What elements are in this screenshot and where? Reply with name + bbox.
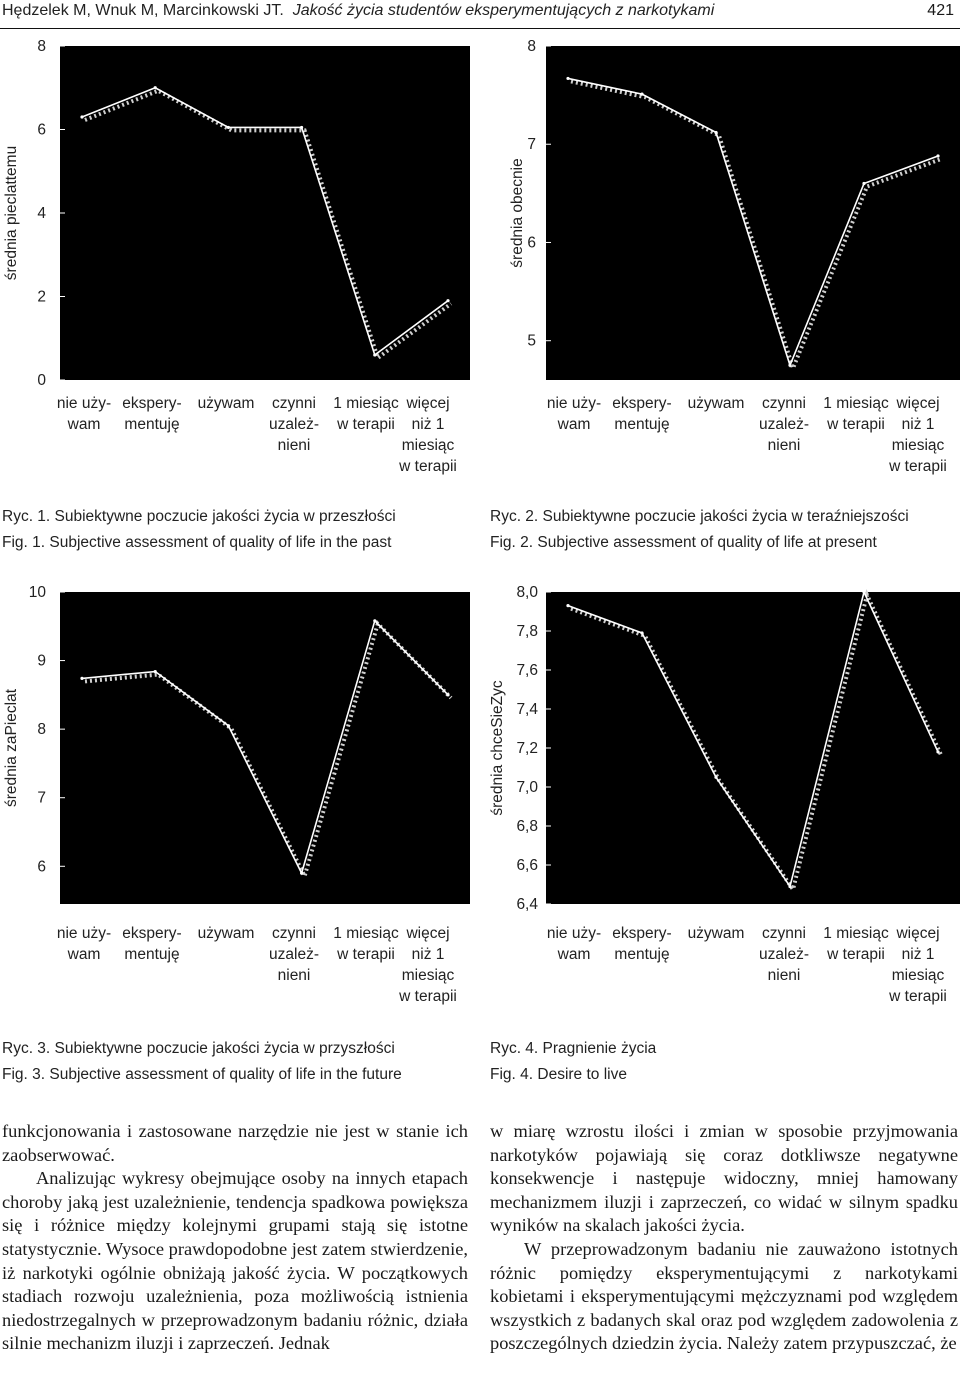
x-tick-label xyxy=(333,925,399,963)
figure-4-caption xyxy=(490,1036,656,1088)
x-tick-label-line: wam xyxy=(557,416,591,433)
figure-3-chart xyxy=(0,580,470,1030)
y-tick-label: 7,0 xyxy=(516,779,538,796)
x-tick-label-line: używam xyxy=(687,925,745,942)
y-tick-label: 6,6 xyxy=(516,857,538,874)
figure-3-caption-en: Fig. 3. Subjective assessment of quality of life in the future xyxy=(2,1066,402,1083)
figure-3-caption xyxy=(2,1036,402,1088)
data-point xyxy=(566,604,569,607)
data-point xyxy=(936,154,939,157)
figure-3-caption-pl: Ryc. 3. Subiektywne poczucie jakości życia w przyszłości xyxy=(2,1040,395,1057)
figure-1-caption xyxy=(2,504,396,556)
running-header xyxy=(0,0,960,30)
y-axis-label: średnia obecnie xyxy=(509,158,526,268)
x-tick-label xyxy=(759,925,809,984)
x-tick-label-line: czynni xyxy=(272,925,316,942)
x-tick-label-line: niż 1 xyxy=(411,416,445,433)
data-point xyxy=(714,131,717,134)
x-tick-label xyxy=(122,395,181,433)
y-tick-label: 8 xyxy=(37,721,46,739)
x-tick-label-line: w terapii xyxy=(889,988,947,1005)
x-tick-label-line: czynni xyxy=(762,925,806,942)
x-tick-label-line: miesiąc xyxy=(401,437,455,454)
data-point xyxy=(300,872,303,875)
x-tick-label-line: wam xyxy=(557,946,591,963)
x-tick-label-line: uzależ- xyxy=(759,416,809,433)
x-tick-label-line: niż 1 xyxy=(901,416,935,433)
x-tick-label-line: ekspery- xyxy=(122,395,182,412)
data-point xyxy=(227,724,230,727)
x-tick-label-line: więcej xyxy=(896,395,940,412)
x-tick-label-line: nieni xyxy=(277,967,311,984)
x-tick-label-line: w terapii xyxy=(337,416,395,433)
y-tick-label: 7,2 xyxy=(516,740,538,757)
x-tick-label-line: w terapii xyxy=(889,458,947,475)
y-tick-label: 6 xyxy=(527,234,536,252)
x-tick-label-line: nie uży- xyxy=(56,395,112,412)
x-tick-label xyxy=(57,395,111,433)
x-tick-label-line: 1 miesiąc xyxy=(333,925,399,942)
header-authors: Hędzelek M, Wnuk M, Marcinkowski JT. xyxy=(2,2,284,19)
x-tick-label-line: miesiąc xyxy=(891,437,945,454)
x-tick-label xyxy=(269,925,319,984)
body-right-paragraph-2: W przeprowadzonym badaniu nie zauważono istotnych różnic pomiędzy eksperymentującymi z narkotykami kobietami i eksperymentującymi mężczyznami pod względem wszystkich z badanych skal oraz pod względem zadowolenia z poszczególnych dziedzin życia. Należy zatem przypuszczać, że xyxy=(490,1238,958,1354)
figure-1-caption-en: Fig. 1. Subjective assessment of quality of life in the past xyxy=(2,534,392,551)
header-rule xyxy=(0,28,960,29)
figure-2-caption xyxy=(490,504,909,556)
x-tick-label-line: ekspery- xyxy=(122,925,182,942)
x-tick-label-line: w terapii xyxy=(827,416,885,433)
x-tick-label xyxy=(547,395,601,433)
x-tick-label-line: w terapii xyxy=(827,946,885,963)
figure-1-caption-pl: Ryc. 1. Subiektywne poczucie jakości życia w przeszłości xyxy=(2,508,396,525)
x-tick-label xyxy=(57,925,111,963)
x-tick-label-line: w terapii xyxy=(337,946,395,963)
body-left-paragraph-2: Analizując wykresy obejmujące osoby na innych etapach choroby jaką jest uzależnienie, tendencja spadkowa powiększa się i różnice między kolejnymi grupami stają się istotne statystycznie. Wysoce prawdopodobne jest zatem stwierdzenie, iż narkotyki ogólnie obniżają jakość życia. W początkowych stadiach rozwoju uzależnienia, poza możliwością istnienia niedostrzegalnych w przeprowadzonym badaniu różnic, działa silnie mechanizm iluzji i zaprzeczeń. Jednak xyxy=(2,1168,468,1354)
figure-4-caption-pl: Ryc. 4. Pragnienie życia xyxy=(490,1040,657,1057)
x-tick-label-line: mentuję xyxy=(124,946,180,963)
x-tick-label-line: czynni xyxy=(762,395,806,412)
y-tick-label: 7,8 xyxy=(516,623,538,640)
x-tick-label xyxy=(823,925,889,963)
x-tick-label-line: więcej xyxy=(896,925,940,942)
body-right-paragraph-1: w miarę wzrostu ilości i zmian w sposobie przyjmowania narkotyków pojawiają się coraz dotkliwsze negatywne konsekwencje i następuje widoczny, mniej hamowany mechanizmem iluzji i zaprzeczeń, co widać w silnym spadku wyników na skalach jakości życia. xyxy=(490,1121,958,1236)
x-tick-label-line: w terapii xyxy=(399,988,457,1005)
x-tick-label-line: nieni xyxy=(277,437,311,454)
x-tick-label-line: używam xyxy=(197,925,255,942)
figure-2-caption-en: Fig. 2. Subjective assessment of quality of life at present xyxy=(490,534,877,551)
x-tick-label-line: używam xyxy=(197,395,255,412)
y-tick-label: 2 xyxy=(37,288,46,306)
x-tick-label-line: nieni xyxy=(767,437,801,454)
x-tick-label-line: 1 miesiąc xyxy=(823,395,889,412)
plot-area xyxy=(60,592,470,904)
data-point xyxy=(300,126,303,129)
data-point xyxy=(446,299,449,302)
y-axis-label: średnia pieclattemu xyxy=(3,145,20,281)
header-left xyxy=(2,2,714,20)
body-column-right xyxy=(490,1120,958,1356)
x-tick-label xyxy=(269,395,319,454)
x-tick-label xyxy=(688,925,745,942)
data-point xyxy=(862,182,865,185)
x-tick-label-line: używam xyxy=(687,395,745,412)
body-left-paragraph-1: funkcjonowania i zastosowane narzędzie nie jest w stanie ich zaobserwować. xyxy=(2,1121,468,1165)
data-point xyxy=(446,693,449,696)
x-tick-label-line: uzależ- xyxy=(269,416,319,433)
x-tick-label-line: ekspery- xyxy=(612,395,672,412)
body-column-left xyxy=(2,1120,468,1356)
x-tick-label xyxy=(333,395,399,433)
x-tick-label-line: uzależ- xyxy=(269,946,319,963)
x-tick-label xyxy=(398,395,457,475)
x-tick-label-line: 1 miesiąc xyxy=(333,395,399,412)
figure-4-chart xyxy=(490,580,960,1030)
x-tick-label xyxy=(612,925,671,963)
x-tick-label-line: 1 miesiąc xyxy=(823,925,889,942)
x-tick-label xyxy=(823,395,889,433)
x-tick-label-line: miesiąc xyxy=(891,967,945,984)
x-tick-label xyxy=(688,395,745,412)
x-tick-label-line: wam xyxy=(67,416,101,433)
x-tick-label-line: miesiąc xyxy=(401,967,455,984)
x-tick-label-line: mentuję xyxy=(614,416,670,433)
header-title: Jakość życia studentów eksperymentujących z narkotykami xyxy=(292,2,715,19)
y-tick-label: 7,4 xyxy=(516,701,538,718)
figure-4-caption-en: Fig. 4. Desire to live xyxy=(490,1066,627,1083)
figure-1-chart xyxy=(0,40,470,500)
y-axis-label: średnia chceSieZyc xyxy=(489,680,506,816)
data-point xyxy=(788,885,791,888)
figure-2-caption-pl: Ryc. 2. Subiektywne poczucie jakości życia w teraźniejszości xyxy=(490,508,909,525)
x-tick-label-line: więcej xyxy=(406,925,450,942)
y-tick-label: 4 xyxy=(37,205,46,222)
data-point xyxy=(788,364,791,367)
data-point xyxy=(80,677,83,680)
data-point xyxy=(640,93,643,96)
y-tick-label: 9 xyxy=(37,652,46,670)
data-point xyxy=(227,126,230,129)
x-tick-label xyxy=(888,395,947,475)
x-tick-label-line: uzależ- xyxy=(759,946,809,963)
data-point xyxy=(862,590,865,593)
data-point xyxy=(566,77,569,80)
data-point xyxy=(640,631,643,634)
y-tick-label: 7 xyxy=(37,789,46,807)
x-tick-label-line: wam xyxy=(67,946,101,963)
x-tick-label-line: czynni xyxy=(272,395,316,412)
y-axis-label: średnia zaPieclat xyxy=(3,688,20,808)
x-tick-label-line: nie uży- xyxy=(546,395,602,412)
x-tick-label xyxy=(122,925,181,963)
data-point xyxy=(154,670,157,673)
x-tick-label xyxy=(547,925,601,963)
x-tick-label xyxy=(198,395,255,412)
page-number: 421 xyxy=(927,2,954,19)
data-point xyxy=(936,750,939,753)
x-tick-label-line: ekspery- xyxy=(612,925,672,942)
x-tick-label-line: niż 1 xyxy=(901,946,935,963)
x-tick-label xyxy=(198,925,255,942)
y-tick-label: 0 xyxy=(37,372,46,389)
y-tick-label: 10 xyxy=(28,584,46,601)
x-tick-label-line: więcej xyxy=(406,395,450,412)
y-tick-label: 8,0 xyxy=(516,584,538,601)
x-tick-label-line: w terapii xyxy=(399,458,457,475)
data-point xyxy=(80,115,83,118)
data-point xyxy=(154,86,157,89)
y-tick-label: 6 xyxy=(37,858,46,876)
x-tick-label xyxy=(888,925,947,1005)
x-tick-label xyxy=(759,395,809,454)
x-tick-label-line: niż 1 xyxy=(411,946,445,963)
data-point xyxy=(373,353,376,356)
y-tick-label: 6,4 xyxy=(516,896,538,913)
y-tick-label: 5 xyxy=(527,332,536,350)
y-tick-label: 7 xyxy=(527,136,536,154)
x-tick-label-line: mentuję xyxy=(124,416,180,433)
data-point xyxy=(714,776,717,779)
x-tick-label-line: nieni xyxy=(767,967,801,984)
y-tick-label: 6,8 xyxy=(516,818,538,835)
x-tick-label-line: nie uży- xyxy=(546,925,602,942)
figure-2-chart xyxy=(490,40,960,500)
x-tick-label-line: mentuję xyxy=(614,946,670,963)
y-tick-label: 8 xyxy=(527,38,536,55)
x-tick-label xyxy=(612,395,671,433)
y-tick-label: 6 xyxy=(37,121,46,139)
x-tick-label xyxy=(398,925,457,1005)
plot-area xyxy=(546,592,960,904)
y-tick-label: 7,6 xyxy=(516,662,538,679)
x-tick-label-line: nie uży- xyxy=(56,925,112,942)
data-point xyxy=(373,619,376,622)
plot-area xyxy=(546,46,960,380)
y-tick-label: 8 xyxy=(37,38,46,55)
